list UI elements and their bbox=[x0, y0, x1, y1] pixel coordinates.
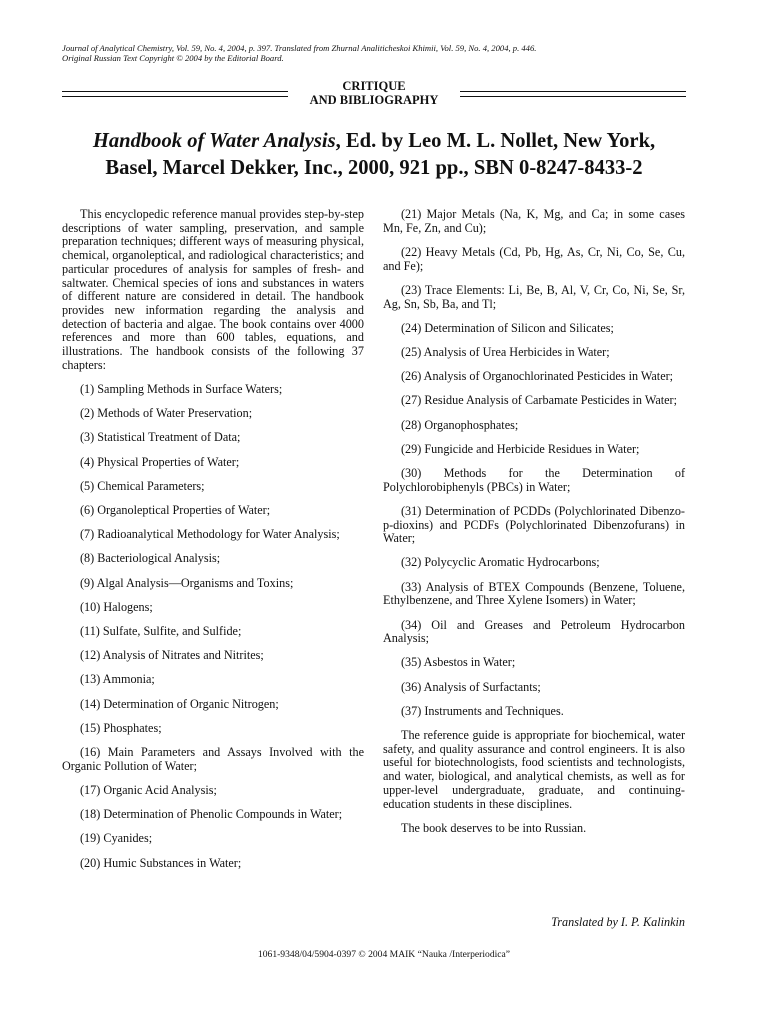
chapter-item: (28) Organophosphates; bbox=[401, 417, 519, 432]
chapter-item: (7) Radioanalytical Methodology for Water Analysis; bbox=[80, 527, 340, 542]
chapter-item: (1) Sampling Methods in Surface Waters; bbox=[80, 381, 283, 396]
chapter-item: (29) Fungicide and Herbicide Residues in Water; bbox=[401, 441, 640, 456]
title-line-1 bbox=[62, 128, 686, 155]
citation-line-2: Original Russian Text Copyright © 2004 by the Editorial Board. bbox=[62, 53, 284, 63]
title-editor: , Ed. by Leo M. L. Nollet, New York, bbox=[335, 130, 656, 152]
title-line-2: Basel, Marcel Dekker, Inc., 2000, 921 pp., SBN 0-8247-8433-2 bbox=[105, 157, 643, 179]
review-title bbox=[62, 128, 686, 182]
section-label-line-1: CRITIQUE bbox=[342, 79, 406, 93]
citation-line-1: Journal of Analytical Chemistry, Vol. 59, No. 4, 2004, p. 397. Translated from Zhurnal Analiticheskoi Khimii, Vol. 59, No. 4, 2004, p. 446. bbox=[62, 43, 537, 53]
right-column bbox=[383, 208, 685, 846]
closing-remark: The book deserves to be into Russian. bbox=[401, 820, 587, 835]
chapter-item: (9) Algal Analysis—Organisms and Toxins; bbox=[80, 575, 294, 590]
chapter-item: (25) Analysis of Urea Herbicides in Water; bbox=[401, 344, 610, 359]
closing-paragraph: The reference guide is appropriate for biochemical, water safety, and quality assurance and control engineers. It is also useful for biotechnologists, food scientists and technologists, and water, biological, and analytical chemists, as well as for upper-level undergraduate, graduate, and continuing-education students in these disciplines. bbox=[383, 728, 685, 811]
section-heading bbox=[62, 79, 686, 109]
chapter-item: (23) Trace Elements: Li, Be, B, Al, V, Cr, Co, Ni, Se, Sr, Ag, Sn, Sb, Ba, and Tl; bbox=[383, 282, 685, 311]
chapter-item: (12) Analysis of Nitrates and Nitrites; bbox=[80, 648, 264, 663]
chapter-item: (33) Analysis of BTEX Compounds (Benzene, Toluene, Ethylbenzene, and Three Xylene Isomers) in Water; bbox=[383, 579, 685, 608]
chapter-item: (30) Methods for the Determination of Polychlorobiphenyls (PBCs) in Water; bbox=[383, 465, 685, 494]
chapter-item: (34) Oil and Greases and Petroleum Hydrocarbon Analysis; bbox=[383, 617, 685, 646]
chapter-item: (14) Determination of Organic Nitrogen; bbox=[80, 696, 279, 711]
chapter-item: (6) Organoleptical Properties of Water; bbox=[80, 502, 271, 517]
chapter-item: (15) Phosphates; bbox=[80, 720, 162, 735]
book-title: Handbook of Water Analysis bbox=[92, 130, 336, 152]
chapter-item: (2) Methods of Water Preservation; bbox=[80, 406, 253, 421]
intro-paragraph: This encyclopedic reference manual provides step-by-step descriptions of water sampling, preservation, and sample preparation techniques; different ways of measuring physical, chemical, organoleptical, and radiological characteristics; and particular procedures of analysis for samples of fresh- and saltwater. Chemical species of ions and substances in waters of different nature are considered in detail. The handbook provides new information regarding the analysis and detection of bacteria and algae. The book contains over 4000 references and more than 600 tables, equations, and illustrations. The handbook consists of the following 37 chapters: bbox=[62, 207, 364, 372]
chapter-item: (5) Chemical Parameters; bbox=[80, 478, 205, 493]
section-label bbox=[288, 79, 460, 107]
left-column bbox=[62, 208, 364, 881]
chapter-item: (37) Instruments and Techniques. bbox=[401, 703, 564, 718]
section-label-line-2: AND BIBLIOGRAPHY bbox=[309, 93, 439, 107]
chapter-item: (27) Residue Analysis of Carbamate Pesticides in Water; bbox=[401, 393, 677, 408]
chapter-item: (20) Humic Substances in Water; bbox=[80, 855, 242, 870]
chapter-item: (19) Cyanides; bbox=[80, 831, 153, 846]
chapter-item: (21) Major Metals (Na, K, Mg, and Ca; in some cases Mn, Fe, Zn, and Cu); bbox=[383, 207, 685, 235]
chapter-item: (11) Sulfate, Sulfite, and Sulfide; bbox=[80, 623, 242, 638]
chapter-item: (31) Determination of PCDDs (Polychlorinated Dibenzo-p-dioxins) and PCDFs (Polychlorinated Dibenzofurans) in Water; bbox=[383, 503, 685, 546]
chapter-item: (4) Physical Properties of Water; bbox=[80, 454, 240, 469]
chapter-item: (35) Asbestos in Water; bbox=[401, 655, 516, 670]
translator-credit: Translated by I. P. Kalinkin bbox=[551, 915, 685, 929]
chapter-list-right bbox=[383, 208, 685, 719]
right-double-rule bbox=[460, 91, 686, 97]
chapter-item: (17) Organic Acid Analysis; bbox=[80, 782, 217, 797]
chapter-item: (32) Polycyclic Aromatic Hydrocarbons; bbox=[401, 555, 600, 570]
chapter-item: (22) Heavy Metals (Cd, Pb, Hg, As, Cr, Ni, Co, Se, Cu, and Fe); bbox=[383, 244, 685, 273]
chapter-item: (3) Statistical Treatment of Data; bbox=[80, 430, 241, 445]
left-double-rule bbox=[62, 91, 288, 97]
chapter-item: (18) Determination of Phenolic Compounds in Water; bbox=[80, 807, 343, 822]
chapter-item: (10) Halogens; bbox=[80, 599, 153, 614]
chapter-item: (16) Main Parameters and Assays Involved with the Organic Pollution of Water; bbox=[62, 744, 364, 773]
chapter-item: (26) Analysis of Organochlorinated Pesticides in Water; bbox=[401, 369, 674, 384]
copyright-footer: 1061-9348/04/5904-0397 © 2004 MAIK “Nauka /Interperiodica” bbox=[257, 949, 511, 960]
chapter-item: (13) Ammonia; bbox=[80, 672, 155, 687]
chapter-item: (24) Determination of Silicon and Silicates; bbox=[401, 320, 614, 335]
chapter-item: (8) Bacteriological Analysis; bbox=[80, 551, 221, 566]
journal-citation bbox=[62, 43, 702, 63]
chapter-item: (36) Analysis of Surfactants; bbox=[401, 679, 541, 694]
chapter-list-left bbox=[62, 383, 364, 870]
